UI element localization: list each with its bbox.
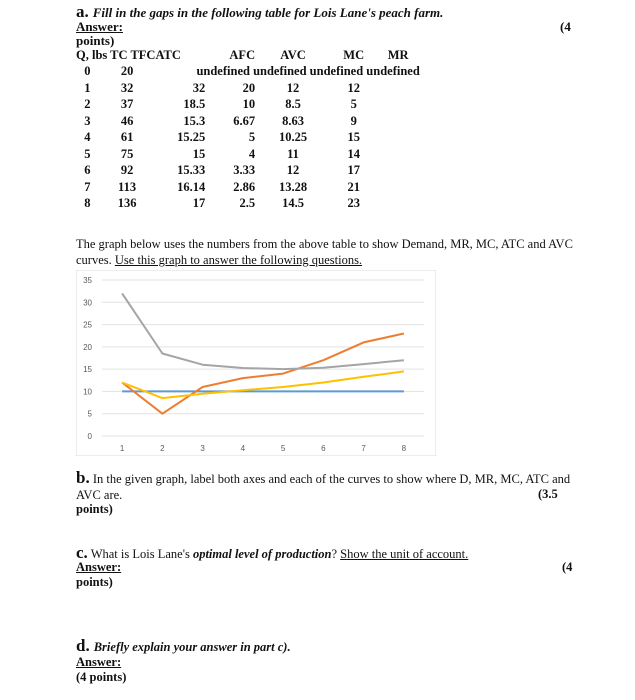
header-atc: ATC — [155, 47, 181, 62]
part-c-points-open: (4 — [562, 560, 573, 574]
header-mc: MC — [343, 47, 365, 62]
table-row — [76, 146, 420, 163]
cell-mc: 9 — [350, 113, 357, 128]
cell-q: 7 — [84, 179, 91, 194]
part-a-text: Fill in the gaps in the following table for Lois Lane's peach farm. — [92, 5, 444, 20]
cell-afc: 5 — [248, 130, 256, 145]
cell-avc: 11 — [287, 146, 299, 161]
x-tick-label: 6 — [321, 444, 326, 453]
cell-afc: 2.5 — [239, 196, 256, 211]
part-c-link[interactable]: Show the unit of account. — [340, 547, 469, 561]
cell-tc: 20 — [120, 64, 134, 79]
cell-atc: 15.33 — [177, 163, 206, 178]
cell-atc: 15.3 — [183, 113, 206, 128]
cell-afc: 20 — [242, 80, 256, 95]
table-row — [76, 97, 420, 114]
cell-q: 8 — [84, 196, 91, 211]
cell-mc: 23 — [347, 196, 360, 211]
y-tick-label: 5 — [87, 409, 92, 419]
cell-atc: 16.14 — [177, 179, 206, 194]
part-c-answer-label: Answer: — [76, 560, 122, 574]
part-a-question — [76, 2, 443, 22]
cell-atc: 18.5 — [183, 97, 206, 112]
x-tick-label: 3 — [200, 444, 205, 453]
part-c-emph: optimal level of production — [192, 547, 332, 561]
part-a-answer-label: Answer: — [76, 19, 123, 34]
cell-tc: 113 — [118, 179, 137, 194]
cell-tc: 37 — [120, 97, 134, 112]
cell-avc: 8.63 — [282, 113, 304, 128]
part-c-question — [76, 543, 468, 563]
cell-q: 1 — [84, 80, 91, 95]
cell-tc: 61 — [120, 130, 134, 145]
cell-tc: 92 — [120, 163, 134, 178]
part-a-points-open: (4 — [560, 19, 571, 34]
part-b-points-open: (3.5 — [538, 487, 558, 501]
table-row — [76, 113, 420, 130]
part-b-text: In the given graph, label both axes and each of the curves to show where D, MR, MC, ATC and AVC are. — [76, 472, 571, 502]
cell-tc: 32 — [120, 80, 134, 95]
cell-avc: 8.5 — [285, 97, 301, 112]
cell-undefined: undefined undefined undefined undefined — [196, 64, 420, 79]
cell-q: 5 — [84, 146, 91, 161]
cell-mc: 5 — [350, 97, 357, 112]
x-tick-label: 4 — [240, 444, 246, 453]
cell-mc: 17 — [347, 163, 360, 178]
part-c-text-start: What is Lois Lane's — [90, 547, 190, 561]
x-tick-label: 8 — [401, 444, 407, 453]
cell-avc: 12 — [286, 80, 300, 95]
cell-afc: 2.86 — [233, 179, 256, 194]
graph-intro-text: The graph below uses the numbers from the above table to show Demand, MR, MC, ATC and AVC curves. — [76, 237, 573, 267]
header-afc: AFC — [229, 47, 256, 62]
cell-q: 3 — [84, 113, 91, 128]
cost-curves-chart — [76, 270, 436, 456]
header-tc: TC — [110, 47, 128, 62]
header-qty: Q, lbs — [76, 47, 108, 62]
header-mr: MR — [387, 47, 409, 62]
x-tick-label: 1 — [119, 444, 125, 453]
x-tick-label: 7 — [361, 444, 366, 453]
cell-q: 2 — [84, 97, 91, 112]
part-a-letter: a. — [76, 2, 89, 21]
cell-tc: 136 — [117, 196, 137, 211]
cell-afc: 4 — [248, 146, 256, 161]
cell-mc: 21 — [347, 179, 360, 194]
cell-mc: 14 — [347, 146, 360, 161]
cell-tc: 75 — [120, 146, 134, 161]
cell-avc: 14.5 — [282, 196, 304, 211]
part-d-points: (4 points) — [76, 670, 127, 684]
cell-avc: 13.28 — [278, 179, 308, 194]
y-tick-label: 35 — [83, 276, 92, 285]
y-tick-label: 25 — [83, 320, 92, 330]
cell-afc: 6.67 — [233, 113, 256, 128]
y-tick-label: 30 — [83, 298, 92, 308]
cell-mc: 12 — [347, 80, 360, 95]
part-b-points-close: points) — [76, 502, 113, 516]
table-row — [76, 179, 420, 196]
table-row — [76, 196, 420, 213]
part-d-text: Briefly explain your answer in part c). — [93, 640, 291, 654]
cell-q: 4 — [84, 130, 91, 145]
y-tick-label: 0 — [87, 432, 92, 441]
cell-avc: 10.25 — [278, 130, 308, 145]
cell-q: 0 — [84, 64, 91, 79]
cell-q: 6 — [84, 163, 91, 178]
part-c-points-close: points) — [76, 575, 113, 589]
cell-atc: 32 — [192, 80, 206, 95]
graph-intro-link[interactable]: Use this graph to answer the following questions. — [114, 253, 363, 267]
graph-intro — [76, 236, 576, 268]
x-tick-label: 2 — [160, 444, 165, 453]
cell-avc: 12 — [286, 163, 300, 178]
header-tfc: TFC — [130, 47, 156, 62]
part-b-question — [76, 470, 576, 503]
cell-afc: 10 — [242, 97, 256, 112]
part-c-qmark: ? — [331, 547, 338, 561]
y-tick-label: 20 — [83, 342, 92, 352]
part-b-letter: b. — [76, 468, 90, 487]
part-a-points-close: points) — [76, 33, 115, 48]
table-row — [76, 130, 420, 147]
y-tick-label: 10 — [83, 387, 92, 397]
x-tick-label: 5 — [280, 444, 286, 453]
cell-atc: 15 — [192, 146, 206, 161]
part-d-answer-label: Answer: — [76, 655, 122, 669]
table-row — [76, 64, 420, 81]
part-c-letter: c. — [76, 543, 88, 562]
cell-mc: 15 — [347, 130, 360, 145]
cell-afc: 3.33 — [233, 163, 256, 178]
y-tick-label: 15 — [83, 365, 92, 375]
cost-table — [76, 47, 420, 212]
cell-tc: 46 — [120, 113, 134, 128]
cell-atc: 15.25 — [177, 130, 206, 145]
table-row — [76, 163, 420, 180]
part-d-question — [76, 636, 291, 656]
cell-atc: 17 — [192, 196, 206, 211]
header-avc: AVC — [280, 47, 306, 62]
part-d-letter: d. — [76, 636, 90, 655]
table-row — [76, 80, 420, 97]
table-header-row — [76, 47, 420, 64]
